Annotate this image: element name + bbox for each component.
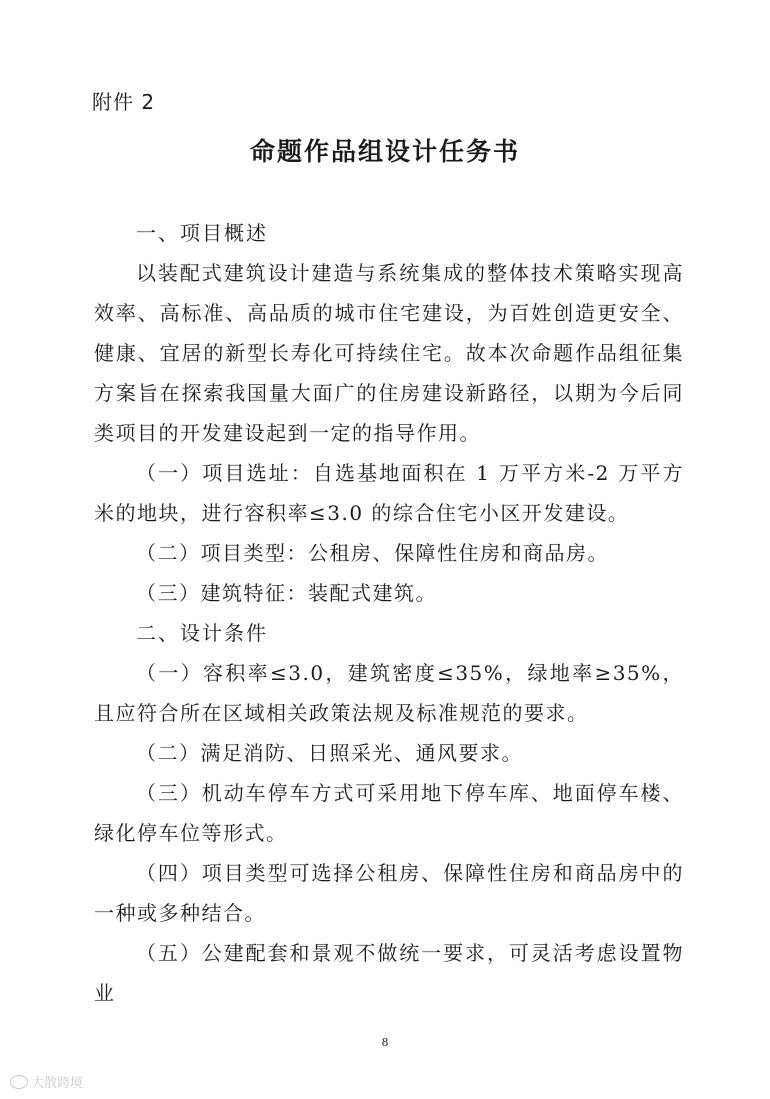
watermark-logo-icon: [10, 1075, 28, 1089]
attachment-label: 附件 2: [92, 90, 156, 114]
page-number: 8: [381, 1036, 389, 1049]
paragraph-feature: （三）建筑特征：装配式建筑。: [136, 581, 437, 605]
watermark: [10, 1072, 83, 1091]
paragraph-parking: （三）机动车停车方式可采用地下停车库、地面停车楼、绿化停车位等形式。: [94, 781, 684, 845]
paragraph-fire: （二）满足消防、日照采光、通风要求。: [136, 741, 523, 765]
watermark-text: 大散跨境: [31, 1076, 84, 1091]
document-title: 命题作品组设计任务书: [249, 137, 520, 166]
paragraph-site: （一）项目选址：自选基地面积在 1 万平方米-2 万平方米的地块，进行容积率≤3.0 的综合住宅小区开发建设。: [94, 461, 684, 525]
paragraph-intro: 以装配式建筑设计建造与系统集成的整体技术策略实现高效率、高标准、高品质的城市住宅建设，为百姓创造更安全、健康、宜居的新型长寿化可持续住宅。故本次命题作品组征集方案旨在探索我国量大面广的住房建设新路径，以期为今后同类项目的开发建设起到一定的指导作用。: [94, 261, 684, 445]
section-heading-conditions: 二、设计条件: [136, 621, 268, 645]
paragraph-far: （一）容积率≤3.0，建筑密度≤35%，绿地率≥35%，且应符合所在区域相关政策法规及标准规范的要求。: [94, 661, 684, 725]
section-heading-overview: 一、项目概述: [136, 221, 268, 245]
document-body: [94, 213, 684, 1013]
paragraph-type: （二）项目类型：公租房、保障性住房和商品房。: [136, 541, 609, 565]
paragraph-public: （五）公建配套和景观不做统一要求，可灵活考虑设置物业: [94, 941, 684, 1005]
paragraph-project-type: （四）项目类型可选择公租房、保障性住房和商品房中的一种或多种结合。: [94, 861, 684, 925]
